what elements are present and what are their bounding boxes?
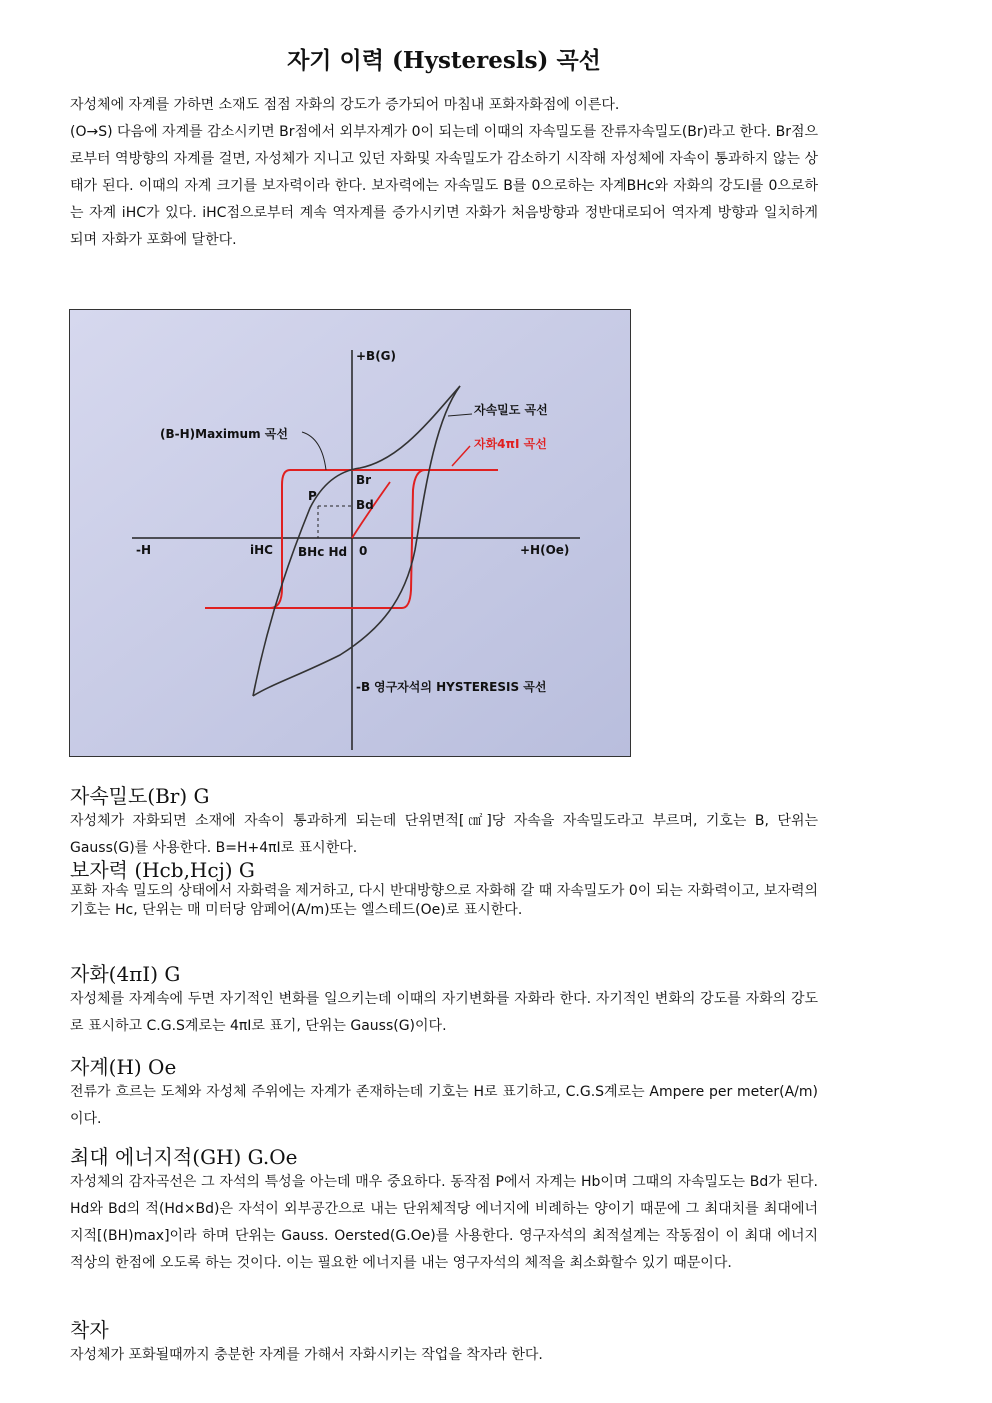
y-axis-positive-label: +B(G) xyxy=(356,349,397,363)
hysteresis-caption: 영구자석의 HYSTERESIS 곡선 xyxy=(374,680,547,694)
section-heading: 보자력 (Hcb,Hcj) G xyxy=(70,858,255,882)
section-max-energy-product xyxy=(70,1145,818,1277)
section-body: 자성체의 감자곡선은 그 자석의 특성을 아는데 매우 중요하다. 동작점 P에서 자계는 Hb이며 그때의 자속밀도는 Bd가 된다. Hd와 Bd의 적(Hd×Bd)은 자석이 외부공간으로 내는 단위체적당 에너지에 비례하는 양이기 때문에 그 최대치를 최대에너지적[(BH)max]이라 하며 단위는 Gauss. Oersted(G.Oe)를 사용한다. 영구자석의 최적설계는 작동점이 이 최대 에너지적상의 한점에 오도록 하는 것이다. 이는 필요한 에너지를 내는 영구자석의 체적을 최소화할수 있기 때문이다. xyxy=(70,1174,818,1271)
br-label: Br xyxy=(356,473,372,487)
x-axis-positive-label: +H(Oe) xyxy=(520,543,570,557)
section-body: 자성체가 자화되면 소재에 자속이 통과하게 되는데 단위면적[㎠]당 자속을 자속밀도라고 부르며, 기호는 B, 단위는 Gauss(G)를 사용한다. B=H+4πI로 표시한다. xyxy=(70,813,818,856)
section-body: 자성체가 포화될때까지 충분한 자계를 가해서 자화시키는 작업을 착자라 한다. xyxy=(70,1347,543,1363)
section-flux-density xyxy=(70,784,818,862)
section-body: 포화 자속 밀도의 상태에서 자화력을 제거하고, 다시 반대방향으로 자화해 갈 때 자속밀도가 0이 되는 자화력이고, 보자력의 기호는 Hc, 단위는 매 미터당 암페어(A/m)또는 엘스테드(Oe)로 표시한다. xyxy=(70,883,818,918)
intro-paragraph: (O→S) 다음에 자계를 감소시키면 Br점에서 외부자계가 0이 되는데 이때의 자속밀도를 잔류자속밀도(Br)라고 한다. Br점으로부터 역방향의 자계를 걸면, 자성체가 지니고 있던 자화및 자속밀도가 감소하기 시작해 자성체에 자속이 통과하지 않는 상태가 된다. 이때의 자계 크기를 보자력이라 한다. 보자력에는 자속밀도 B를 0으로하는 자계BHc와 자화의 강도I를 0으로하는 자계 iHC가 있다. iHC점으로부터 계속 역자계를 증가시키면 자화가 처음방향과 정반대로되어 역자계 방향과 일치하게 되며 자화가 포화에 달한다. xyxy=(70,124,818,248)
p-label: P xyxy=(308,489,317,503)
x-axis-negative-label: -H xyxy=(136,543,152,557)
section-body: 전류가 흐르는 도체와 자성체 주위에는 자계가 존재하는데 기호는 H로 표기하고, C.G.S계로는 Ampere per meter(A/m)이다. xyxy=(70,1084,818,1127)
intro-paragraph: 자성체에 자계를 가하면 소재도 점점 자화의 강도가 증가되어 마침내 포화자화점에 이른다. xyxy=(70,97,620,113)
intro-text xyxy=(70,92,818,254)
y-axis-negative-label: -B xyxy=(356,680,371,694)
flux-curve-label: 자속밀도 곡선 xyxy=(474,403,548,417)
ihc-label: iHC xyxy=(250,543,273,557)
section-heading: 착자 xyxy=(70,1318,109,1342)
section-magnetizing xyxy=(70,1318,818,1369)
section-heading: 자속밀도(Br) G xyxy=(70,784,210,808)
bhc-hd-label: BHc Hd xyxy=(298,545,348,559)
section-heading: 자계(H) Oe xyxy=(70,1055,177,1079)
hysteresis-diagram xyxy=(70,310,630,756)
section-magnetic-field xyxy=(70,1055,818,1133)
mag-curve-label: 자화4πI 곡선 xyxy=(474,437,547,451)
hysteresis-figure xyxy=(69,309,631,757)
origin-label: 0 xyxy=(359,544,368,558)
page-title: 자기 이력 (Hysteresls) 곡선 xyxy=(287,47,601,74)
section-heading: 자화(4πI) G xyxy=(70,962,181,986)
section-heading: 최대 에너지적(GH) G.Oe xyxy=(70,1145,298,1169)
bh-max-curve-label: (B-H)Maximum 곡선 xyxy=(160,427,288,441)
bd-label: Bd xyxy=(356,498,374,512)
section-body: 자성체를 자계속에 두면 자기적인 변화를 일으키는데 이때의 자기변화를 자화라 한다. 자기적인 변화의 강도를 자화의 강도로 표시하고 C.G.S계로는 4πI로 표기, 단위는 Gauss(G)이다. xyxy=(70,991,818,1034)
section-magnetization xyxy=(70,962,818,1040)
section-coercivity xyxy=(70,858,818,920)
